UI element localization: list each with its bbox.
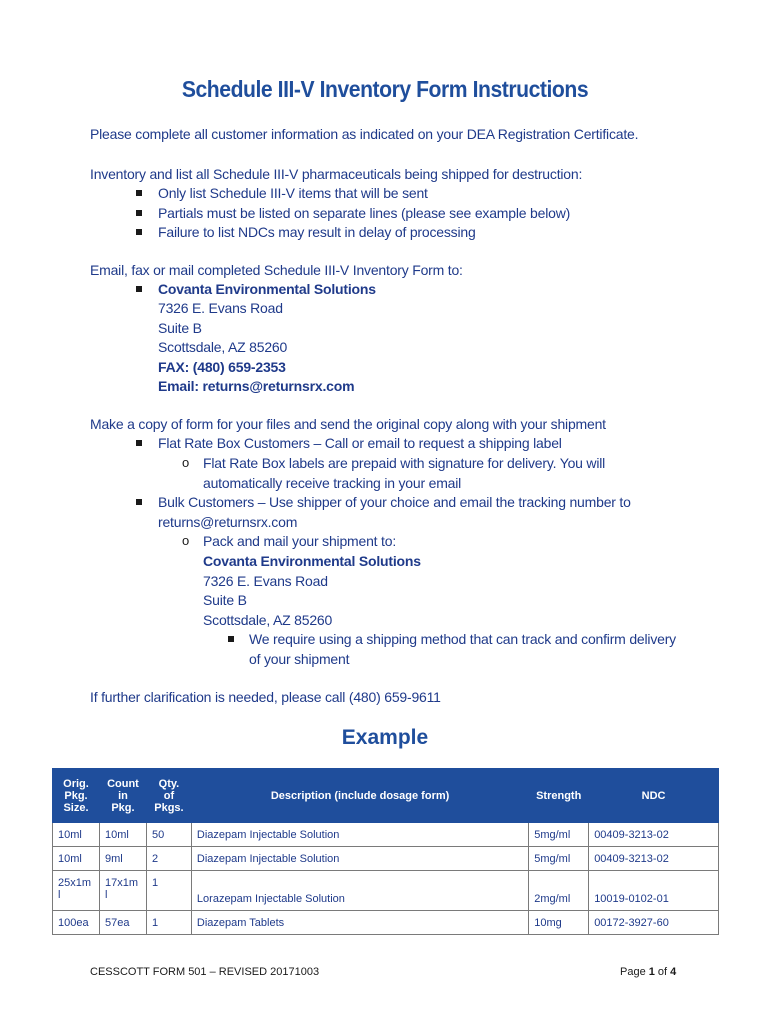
pack-text: Pack and mail your shipment to: xyxy=(203,533,397,549)
table-row xyxy=(53,911,719,935)
send-heading: Email, fax or mail completed Schedule III-V Inventory Form to: xyxy=(90,262,463,278)
square-bullet-icon xyxy=(136,210,142,216)
table-row xyxy=(53,823,719,847)
cell-count: 17x1m l xyxy=(99,871,146,911)
bulk-item-line-2: returns@returnsrx.com xyxy=(158,514,298,530)
send-suite: Suite B xyxy=(158,320,202,336)
flat-rate-sub-line-2: automatically receive tracking in your email xyxy=(203,475,462,491)
inventory-bullet-1: Only list Schedule III-V items that will be sent xyxy=(158,185,428,201)
table-row xyxy=(53,847,719,871)
header-count-in-pkg: Count in Pkg. xyxy=(99,769,146,823)
cell-orig-size: 10ml xyxy=(53,847,100,871)
cell-strength: 5mg/ml xyxy=(529,823,589,847)
cell-description: Diazepam Injectable Solution xyxy=(191,847,528,871)
header-description: Description (include dosage form) xyxy=(191,769,528,823)
copy-street: 7326 E. Evans Road xyxy=(203,573,328,589)
header-qty-of-pkgs: Qty. of Pkgs. xyxy=(146,769,191,823)
track-line-1: We require using a shipping method that can track and confirm delivery xyxy=(249,631,676,647)
square-bullet-icon xyxy=(136,286,142,292)
clarification-text: If further clarification is needed, please call (480) 659-9611 xyxy=(90,689,441,705)
example-table xyxy=(52,768,719,935)
table-row xyxy=(53,871,719,911)
send-fax: FAX: (480) 659-2353 xyxy=(158,359,286,375)
header-orig-pkg-size: Orig. Pkg. Size. xyxy=(53,769,100,823)
cell-qty: 1 xyxy=(146,911,191,935)
copy-company: Covanta Environmental Solutions xyxy=(203,553,421,569)
cell-count: 9ml xyxy=(99,847,146,871)
header-strength: Strength xyxy=(529,769,589,823)
cell-strength: 10mg xyxy=(529,911,589,935)
cell-orig-size: 25x1m l xyxy=(53,871,100,911)
send-company: Covanta Environmental Solutions xyxy=(158,281,376,297)
footer-page-number: Page 1 of 4 xyxy=(620,966,677,978)
track-line-2: of your shipment xyxy=(249,651,350,667)
flat-rate-sub-line-1: Flat Rate Box labels are prepaid with signature for delivery. You will xyxy=(203,455,606,471)
cell-ndc: 10019-0102-01 xyxy=(589,871,719,911)
circle-bullet-icon: o xyxy=(182,455,190,470)
table-header-row xyxy=(53,769,719,823)
cell-count: 57ea xyxy=(99,911,146,935)
header-ndc: NDC xyxy=(589,769,719,823)
flat-rate-item: Flat Rate Box Customers – Call or email to request a shipping label xyxy=(158,435,562,451)
page-title: Schedule III-V Inventory Form Instructions xyxy=(181,76,589,102)
copy-heading: Make a copy of form for your files and send the original copy along with your shipment xyxy=(90,416,606,432)
square-bullet-icon xyxy=(228,636,234,642)
footer-form-id: CESSCOTT FORM 501 – REVISED 20171003 xyxy=(90,966,320,978)
cell-description: Diazepam Injectable Solution xyxy=(191,823,528,847)
cell-qty: 2 xyxy=(146,847,191,871)
cell-ndc: 00409-3213-02 xyxy=(589,847,719,871)
inventory-bullet-3: Failure to list NDCs may result in delay of processing xyxy=(158,224,476,240)
example-heading: Example xyxy=(341,726,429,749)
cell-strength: 5mg/ml xyxy=(529,847,589,871)
circle-bullet-icon: o xyxy=(182,533,190,548)
copy-suite: Suite B xyxy=(203,592,247,608)
send-email: Email: returns@returnsrx.com xyxy=(158,378,355,394)
cell-orig-size: 100ea xyxy=(53,911,100,935)
send-street: 7326 E. Evans Road xyxy=(158,300,283,316)
cell-count: 10ml xyxy=(99,823,146,847)
send-city: Scottsdale, AZ 85260 xyxy=(158,339,288,355)
cell-orig-size: 10ml xyxy=(53,823,100,847)
square-bullet-icon xyxy=(136,499,142,505)
cell-qty: 50 xyxy=(146,823,191,847)
square-bullet-icon xyxy=(136,190,142,196)
inventory-bullet-2: Partials must be listed on separate lines (please see example below) xyxy=(158,205,571,221)
square-bullet-icon xyxy=(136,440,142,446)
cell-description: Diazepam Tablets xyxy=(191,911,528,935)
copy-city: Scottsdale, AZ 85260 xyxy=(203,612,333,628)
square-bullet-icon xyxy=(136,229,142,235)
cell-ndc: 00409-3213-02 xyxy=(589,823,719,847)
bulk-item-line-1: Bulk Customers – Use shipper of your choice and email the tracking number to xyxy=(158,494,631,510)
intro-text: Please complete all customer information as indicated on your DEA Registration Certificate. xyxy=(90,126,639,142)
cell-strength: 2mg/ml xyxy=(529,871,589,911)
cell-ndc: 00172-3927-60 xyxy=(589,911,719,935)
inventory-heading: Inventory and list all Schedule III-V pharmaceuticals being shipped for destruction: xyxy=(90,166,583,182)
cell-description: Lorazepam Injectable Solution xyxy=(191,871,528,911)
cell-qty: 1 xyxy=(146,871,191,911)
